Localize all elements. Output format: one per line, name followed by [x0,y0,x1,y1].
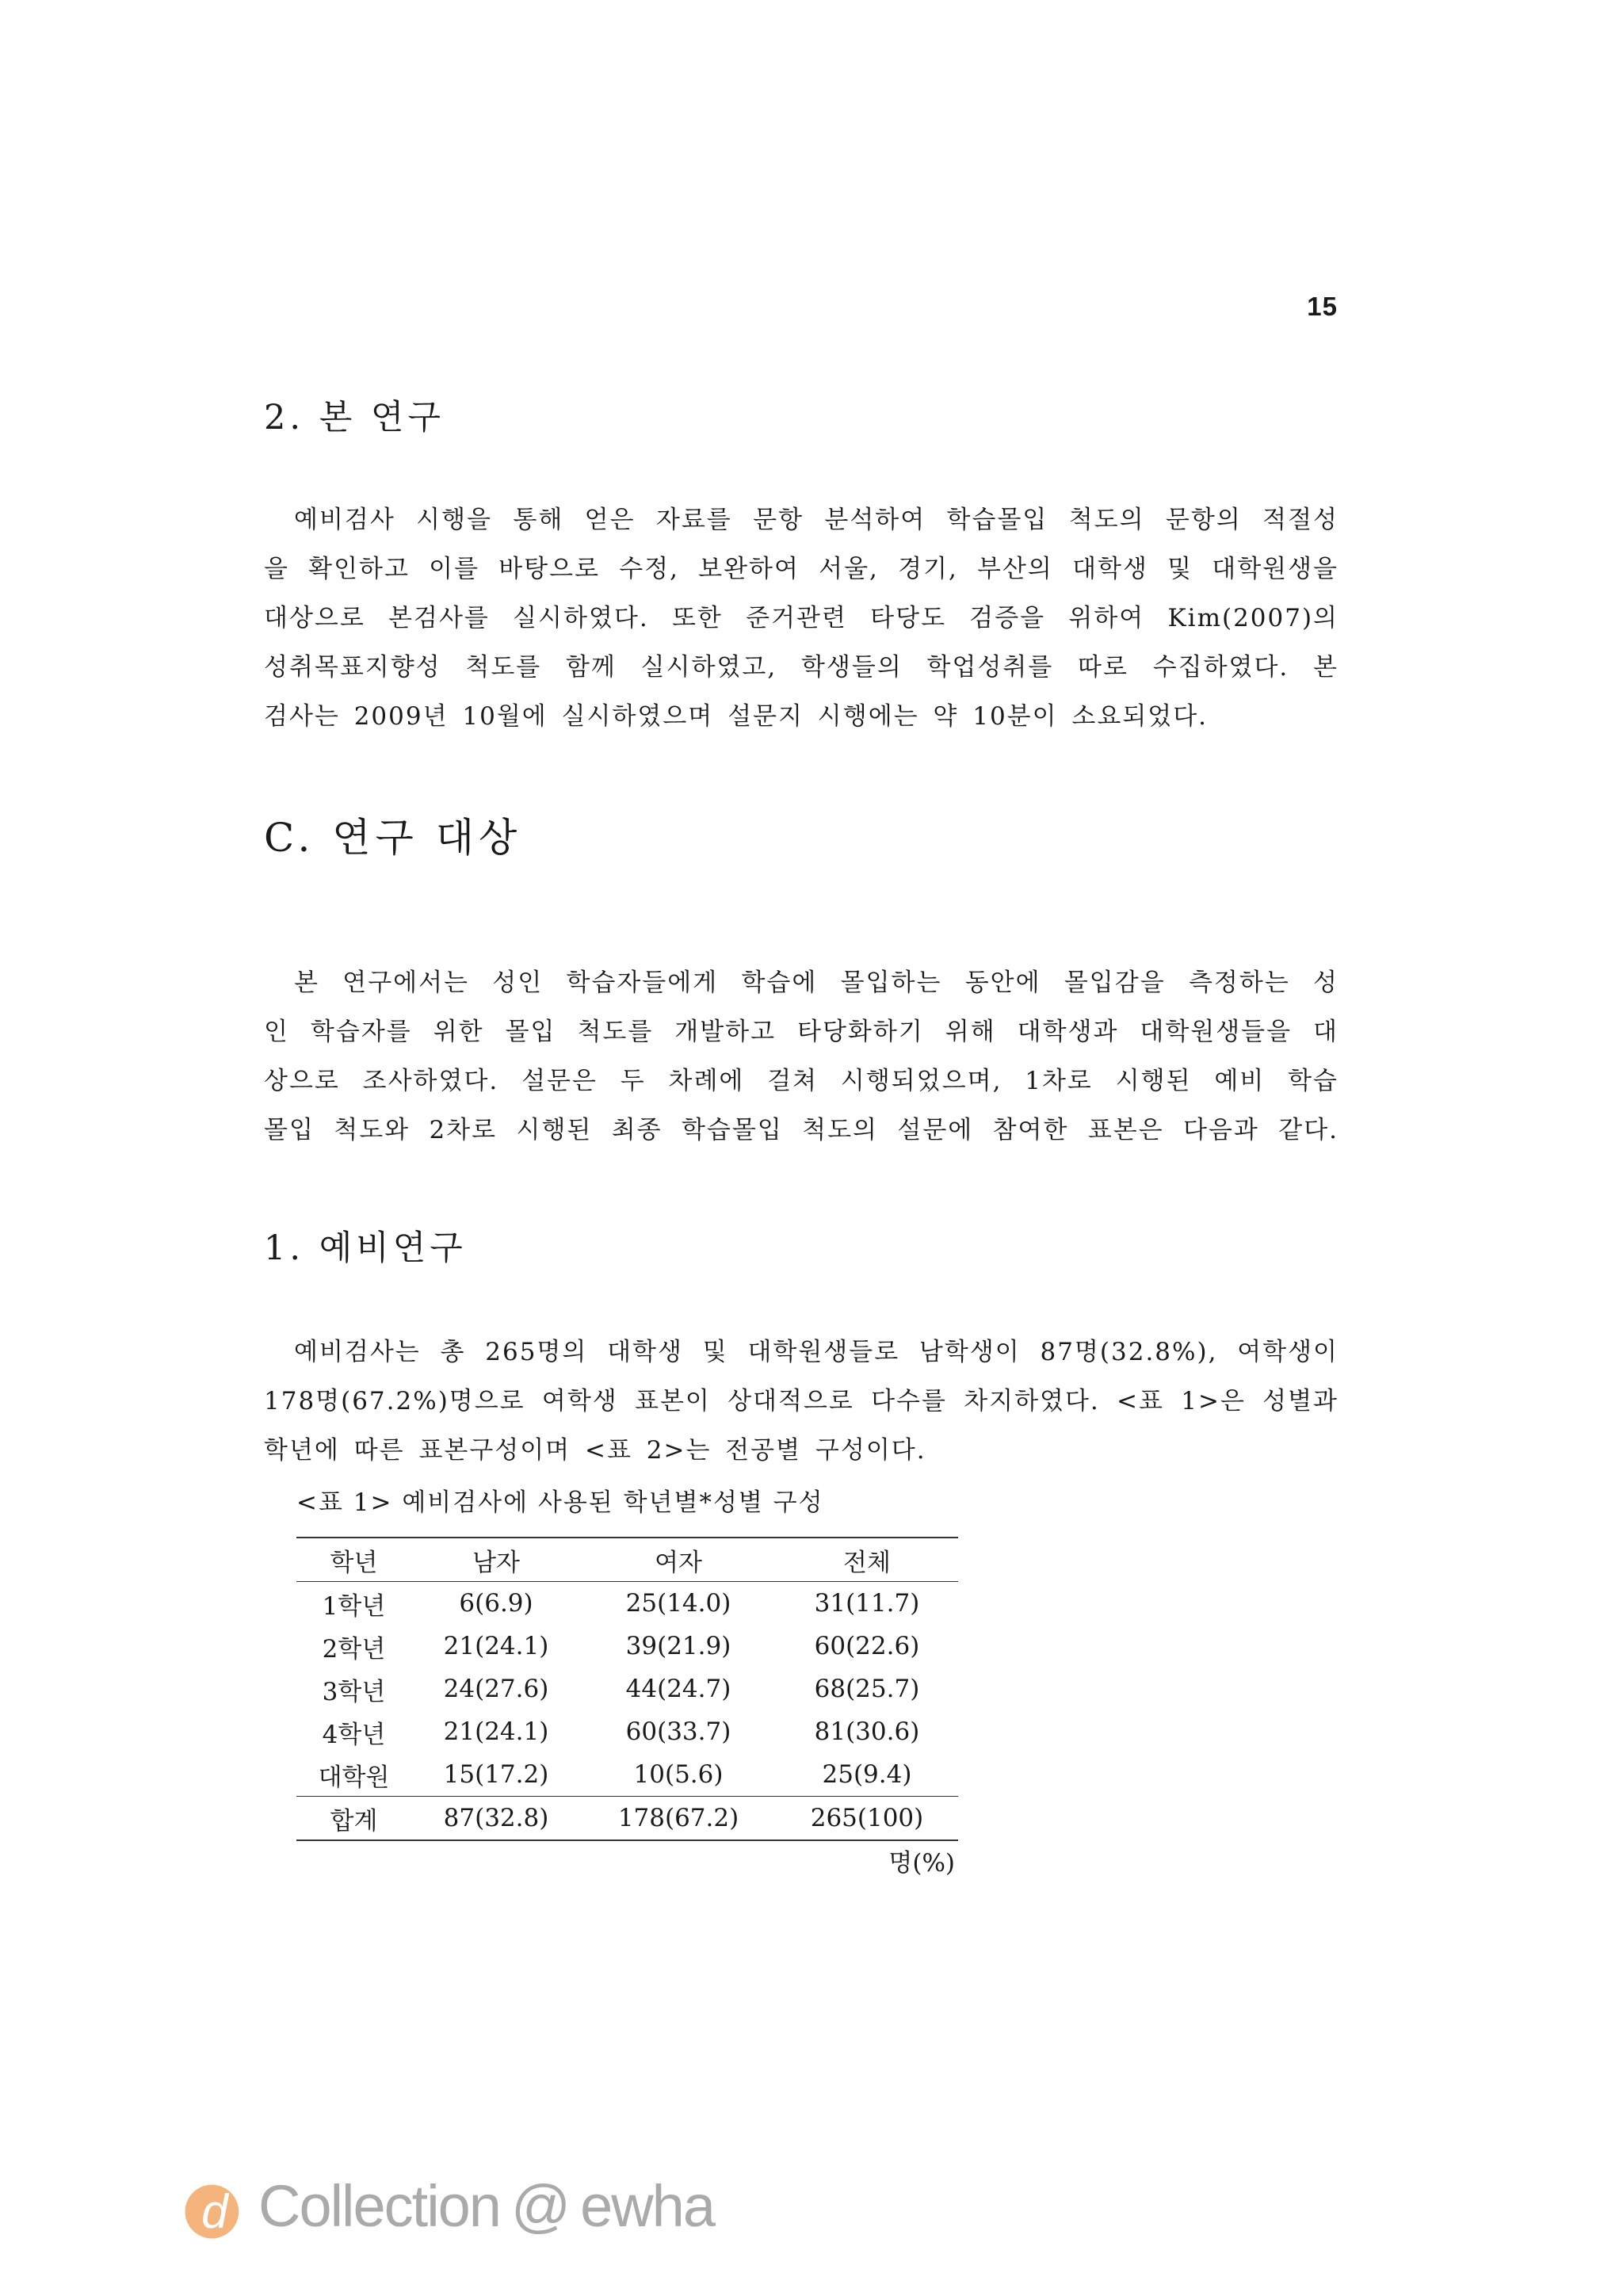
table-cell: 10(5.6) [633,1760,724,1789]
section-2-paragraph [264,495,1338,741]
table-caption: <표 1> 예비검사에 사용된 학년별*성별 구성 [296,1488,824,1517]
column-header: 전체 [843,1548,891,1577]
section-1-paragraph [264,1328,1338,1475]
svg-text:d: d [201,2185,227,2239]
table-row [296,1625,958,1668]
paragraph-line: 을 확인하고 이를 바탕으로 수정, 보완하여 서울, 경기, 부산의 대학생 및 대학원생을 [264,555,1338,583]
section-c-paragraph [264,958,1338,1155]
paragraph-line: 몰입 척도와 2차로 시행된 최종 학습몰입 척도의 설문에 참여한 표본은 다음과 같다. [264,1116,1338,1144]
table-row [296,1582,958,1626]
paragraph-line: 대상으로 본검사를 실시하였다. 또한 준거관련 타당도 검증을 위하여 Kim(2007)의 [264,604,1338,632]
table-cell: 39(21.9) [625,1632,731,1660]
table-cell: 60(33.7) [625,1717,731,1746]
paragraph-line: 학년에 따른 표본구성이며 <표 2>는 전공별 구성이다. [264,1436,926,1465]
table-cell: 21(24.1) [443,1632,549,1660]
table-cell: 60(22.6) [814,1632,920,1660]
watermark-at: @ [510,2172,570,2239]
table-cell: 44(24.7) [625,1675,731,1703]
table-cell: 31(11.7) [814,1589,920,1618]
table-cell: 4학년 [322,1720,386,1749]
dcollection-logo-icon [179,2168,254,2243]
table-cell: 2학년 [322,1634,386,1664]
table-cell: 15(17.2) [443,1760,549,1789]
column-header: 학년 [330,1548,378,1577]
paragraph-line: 예비검사 시행을 통해 얻은 자료를 문항 분석하여 학습몰입 척도의 문항의 적절성 [294,506,1338,534]
table-cell: 87(32.8) [443,1804,549,1832]
table-header-row [296,1538,958,1582]
paragraph-line: 178명(67.2%)명으로 여학생 표본이 상대적으로 다수를 차지하였다. <표 1>은 성별과 [264,1387,1338,1415]
table-cell: 대학원 [318,1763,390,1792]
column-header: 남자 [472,1548,520,1577]
section-c-heading: C. 연구 대상 [264,815,522,861]
paragraph-line: 상으로 조사하였다. 설문은 두 차례에 걸쳐 시행되었으며, 1차로 시행된 예비 학습 [264,1067,1338,1095]
table-cell: 178(67.2) [617,1804,739,1832]
paragraph-line: 예비검사는 총 265명의 대학생 및 대학원생들로 남학생이 87명(32.8%), 여학생이 [294,1338,1338,1366]
table-cell: 1학년 [322,1591,386,1621]
table-cell: 6(6.9) [459,1589,533,1618]
table-cell: 24(27.6) [443,1675,549,1703]
table-cell: 21(24.1) [443,1717,549,1746]
section-2-heading: 2. 본 연구 [264,398,445,437]
column-header: 여자 [655,1548,702,1577]
table-cell: 81(30.6) [814,1717,920,1746]
section-1-heading: 1. 예비연구 [264,1228,467,1268]
paragraph-line: 본 연구에서는 성인 학습자들에게 학습에 몰입하는 동안에 몰입감을 측정하는 성 [294,968,1338,997]
paragraph-line: 성취목표지향성 척도를 함께 실시하였고, 학생들의 학업성취를 따로 수집하였다. 본 [264,653,1338,682]
table-unit-note: 명(%) [888,1849,955,1878]
paragraph-line: 검사는 2009년 10월에 실시하였으며 설문지 시행에는 약 10분이 소요되었다. [264,702,1209,731]
table-row [296,1710,958,1753]
table-cell: 합계 [330,1806,378,1836]
page-number: 15 [1307,292,1338,321]
table-row [296,1668,958,1710]
watermark-org: ewha [580,2172,714,2239]
table-total-row [296,1797,958,1841]
paragraph-line: 인 학습자를 위한 몰입 척도를 개발하고 타당화하기 위해 대학생과 대학원생들을 대 [264,1018,1338,1046]
table-cell: 25(9.4) [822,1760,912,1789]
table-cell: 25(14.0) [625,1589,731,1618]
table-cell: 265(100) [810,1804,924,1832]
dcollection-watermark [179,2162,714,2249]
table-cell: 68(25.7) [814,1675,920,1703]
table-cell: 3학년 [322,1677,386,1706]
sample-table [296,1537,958,1841]
table-row [296,1753,958,1797]
watermark-brand: Collection [258,2172,500,2239]
